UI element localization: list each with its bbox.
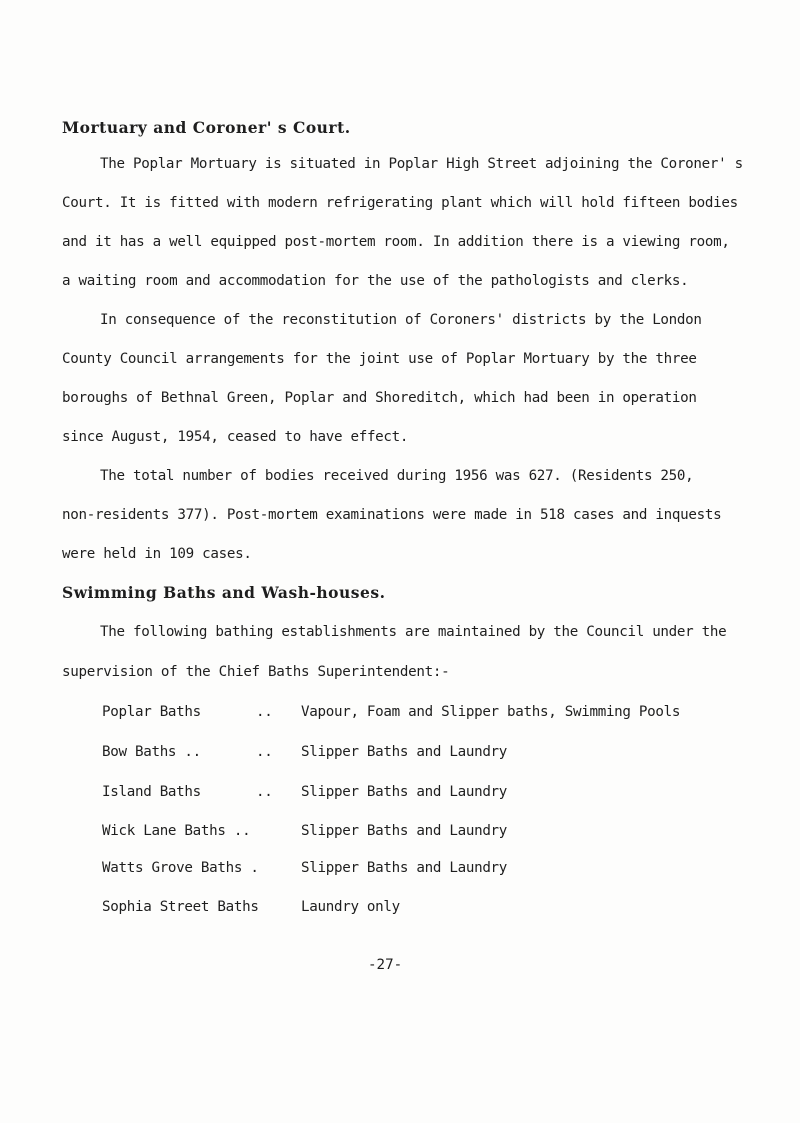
paragraph-line: were held in 109 cases. [62, 546, 252, 562]
bath-name: Island Baths [102, 784, 201, 800]
leader-dots: .. [256, 784, 273, 800]
page-number: -27- [368, 957, 403, 973]
paragraph-line: In consequence of the reconstitution of Coroners' districts by the London [100, 312, 702, 328]
paragraph-line: County Council arrangements for the joint use of Poplar Mortuary by the three [62, 351, 697, 367]
leader-dots: .. [256, 744, 273, 760]
paragraph-line: Court. It is fitted with modern refrigerating plant which will hold fifteen bodies [62, 195, 738, 211]
paragraph-line: The total number of bodies received during 1956 was 627. (Residents 250, [100, 468, 694, 484]
bath-name: Watts Grove Baths . [102, 860, 259, 876]
paragraph-line: boroughs of Bethnal Green, Poplar and Shoreditch, which had been in operation [62, 390, 697, 406]
paragraph-line: since August, 1954, ceased to have effect. [62, 429, 409, 445]
section-heading-swimming-baths: Swimming Baths and Wash-houses. [62, 583, 386, 602]
paragraph-line: supervision of the Chief Baths Superintendent:- [62, 664, 450, 680]
bath-name: Wick Lane Baths .. [102, 823, 251, 839]
bath-facilities: Laundry only [301, 899, 400, 915]
bath-name: Sophia Street Baths [102, 899, 259, 915]
leader-dots: .. [256, 704, 273, 720]
section-heading-mortuary: Mortuary and Coroner' s Court. [62, 118, 351, 137]
bath-name: Poplar Baths [102, 704, 201, 720]
bath-facilities: Slipper Baths and Laundry [301, 784, 508, 800]
paragraph-line: The Poplar Mortuary is situated in Poplar High Street adjoining the Coroner' s [100, 156, 743, 172]
bath-name: Bow Baths .. [102, 744, 201, 760]
bath-facilities: Slipper Baths and Laundry [301, 823, 508, 839]
bath-facilities: Slipper Baths and Laundry [301, 744, 508, 760]
paragraph-line: The following bathing establishments are maintained by the Council under the [100, 624, 727, 640]
paragraph-line: a waiting room and accommodation for the use of the pathologists and clerks. [62, 273, 689, 289]
bath-facilities: Slipper Baths and Laundry [301, 860, 508, 876]
paragraph-line: and it has a well equipped post-mortem room. In addition there is a viewing room, [62, 234, 730, 250]
bath-facilities: Vapour, Foam and Slipper baths, Swimming Pools [301, 704, 681, 720]
paragraph-line: non-residents 377). Post-mortem examinations were made in 518 cases and inquests [62, 507, 722, 523]
